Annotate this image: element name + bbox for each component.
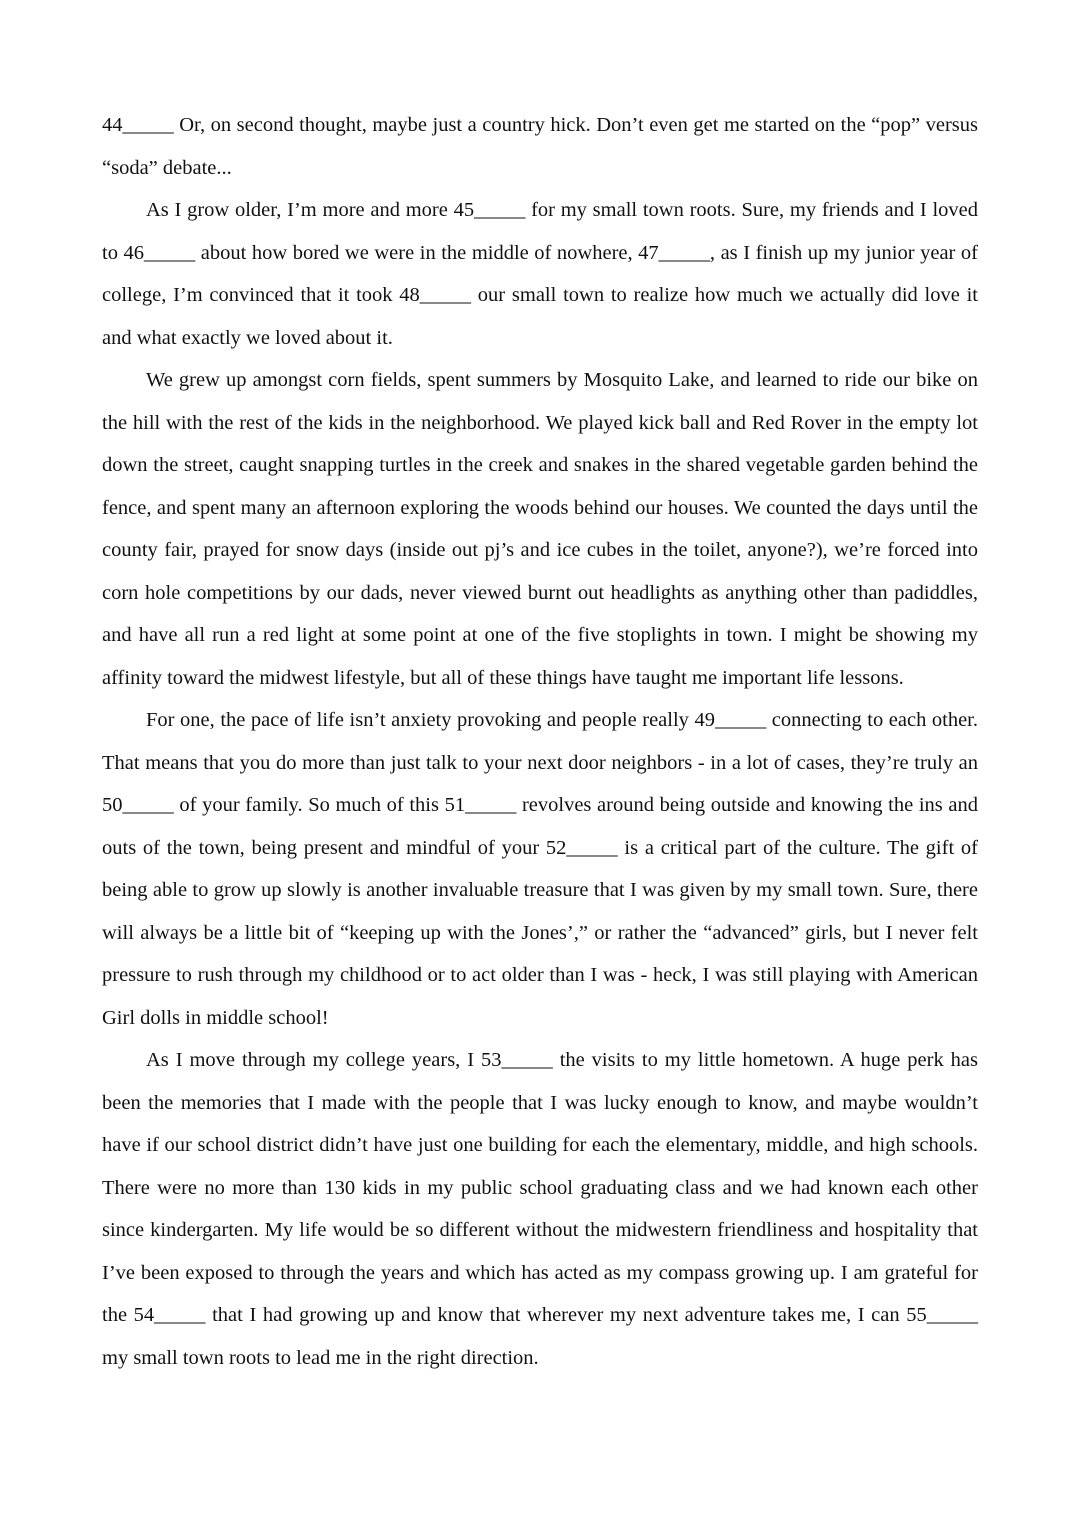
paragraph-3: We grew up amongst corn fields, spent summers by Mosquito Lake, and learned to ride our bike on the hill with the rest of the kids in the neighborhood. We played kick ball and Red Rover in the empty lot down the street, caught snapping turtles in the creek and snakes in the shared vegetable garden behind the fence, and spent many an afternoon exploring the woods behind our houses. We counted the days until the county fair, prayed for snow days (inside out pj’s and ice cubes in the toilet, anyone?), we’re forced into corn hole competitions by our dads, never viewed burnt out headlights as anything other than padiddles, and have all run a red light at some point at one of the five stoplights in town. I might be showing my affinity toward the midwest lifestyle, but all of these things have taught me important life lessons. xyxy=(102,369,978,689)
paragraph-4: For one, the pace of life isn’t anxiety provoking and people really 49_____ connecting to each other. That means that you do more than just talk to your next door neighbors - in a lot of cases, they’re truly an 50_____ of your family. So much of this 51_____ revolves around being outside and knowing the ins and outs of the town, being present and mindful of your 52_____ is a critical part of the culture. The gift of being able to grow up slowly is another invaluable treasure that I was given by my small town. Sure, there will always be a little bit of “keeping up with the Jones’,” or rather the “advanced” girls, but I never felt pressure to rush through my childhood or to act older than I was - heck, I was still playing with American Girl dolls in middle school! xyxy=(102,709,978,1029)
paragraph-1: 44_____ Or, on second thought, maybe just a country hick. Don’t even get me started on the “pop” versus “soda” debate... xyxy=(102,114,978,179)
paragraph-5: As I move through my college years, I 53_____ the visits to my little hometown. A huge perk has been the memories that I made with the people that I was lucky enough to know, and maybe wouldn’t have if our school district didn’t have just one building for each the elementary, middle, and high schools. There were no more than 130 kids in my public school graduating class and we had known each other since kindergarten. My life would be so different without the midwestern friendliness and hospitality that I’ve been exposed to through the years and which has acted as my compass growing up. I am grateful for the 54_____ that I had growing up and know that wherever my next adventure takes me, I can 55_____ my small town roots to lead me in the right direction. xyxy=(102,1049,978,1369)
paragraph-2: As I grow older, I’m more and more 45_____ for my small town roots. Sure, my friends and I loved to 46_____ about how bored we were in the middle of nowhere, 47_____, as I finish up my junior year of college, I’m convinced that it took 48_____ our small town to realize how much we actually did love it and what exactly we loved about it. xyxy=(102,199,978,349)
document-page xyxy=(102,104,978,1379)
